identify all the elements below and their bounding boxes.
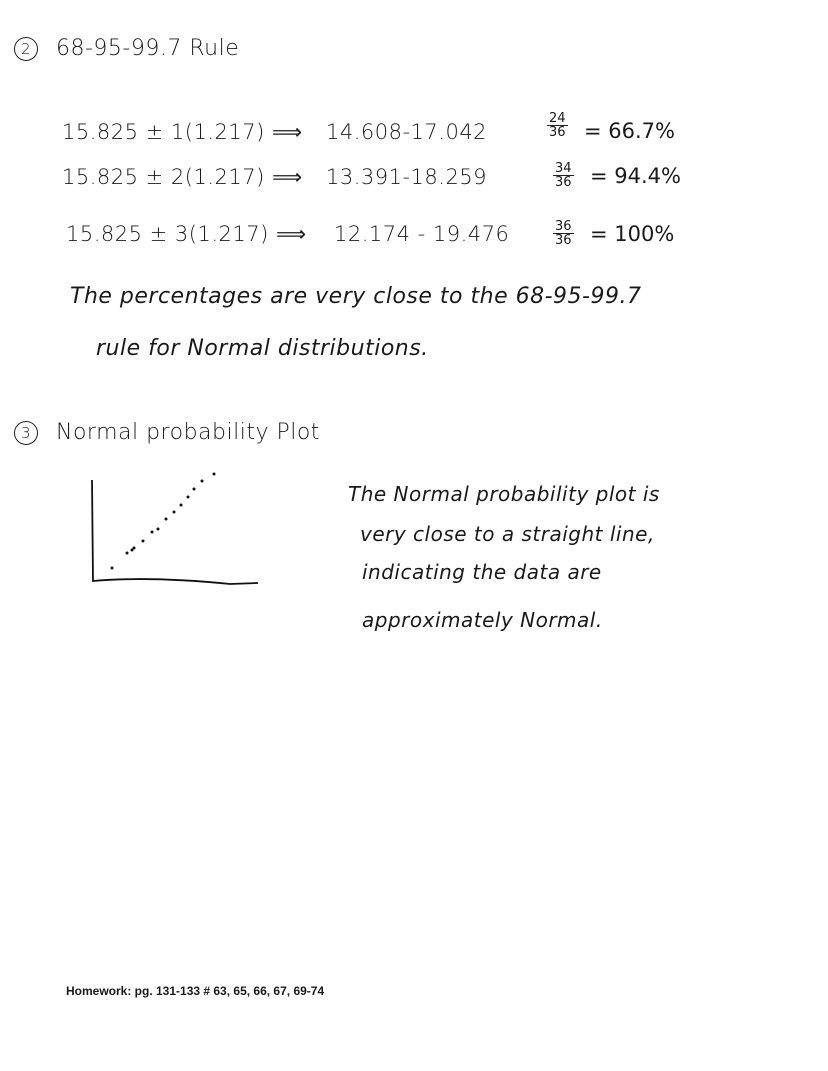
- plot-point: [187, 496, 190, 499]
- plot-description-line-2: very close to a straight line,: [360, 522, 655, 546]
- section-number-badge: 2: [14, 37, 38, 61]
- plot-point: [180, 504, 183, 507]
- plot-point: [165, 518, 168, 521]
- section-title: 68-95-99.7 Rule: [56, 36, 240, 61]
- row-2-fraction: $\frac{34}{36}$: [555, 161, 572, 190]
- plot-description-line-4: approximately Normal.: [362, 608, 603, 632]
- conclusion-line-1: The percentages are very close to the 68-95-99.7: [70, 284, 642, 309]
- plot-point: [133, 547, 136, 550]
- plot-axes: [92, 480, 258, 584]
- row-2-expression: 15.825 ± 2(1.217) ⟹: [62, 165, 303, 189]
- row-1-fraction: $\frac{24}{36}$: [549, 111, 566, 140]
- plot-description-line-1: The Normal probability plot is: [348, 482, 660, 506]
- plot-point: [193, 488, 196, 491]
- plot-point: [151, 531, 154, 534]
- row-1-expression: 15.825 ± 1(1.217) ⟹: [62, 120, 303, 144]
- section-title: Normal probability Plot: [56, 420, 320, 445]
- plot-point: [173, 511, 176, 514]
- plot-point: [111, 567, 114, 570]
- homework-note: Homework: pg. 131-133 # 63, 65, 66, 67, 69-74: [66, 984, 325, 998]
- row-2-percent: = 94.4%: [590, 164, 681, 188]
- section-number-badge: 3: [14, 421, 38, 445]
- conclusion-line-2: rule for Normal distributions.: [96, 336, 429, 361]
- plot-point: [126, 552, 129, 555]
- row-1-percent: = 66.7%: [584, 119, 675, 143]
- plot-point: [213, 473, 216, 476]
- plot-description-line-3: indicating the data are: [362, 560, 602, 584]
- plot-point: [142, 540, 145, 543]
- row-3-fraction: $\frac{36}{36}$: [555, 219, 572, 248]
- plot-point: [201, 480, 204, 483]
- plot-point: [157, 528, 160, 531]
- row-1-range: 14.608-17.042: [326, 120, 488, 144]
- row-3-percent: = 100%: [590, 222, 675, 246]
- row-3-expression: 15.825 ± 3(1.217) ⟹: [66, 222, 307, 246]
- row-2-range: 13.391-18.259: [326, 165, 488, 189]
- row-3-range: 12.174 - 19.476: [334, 222, 510, 246]
